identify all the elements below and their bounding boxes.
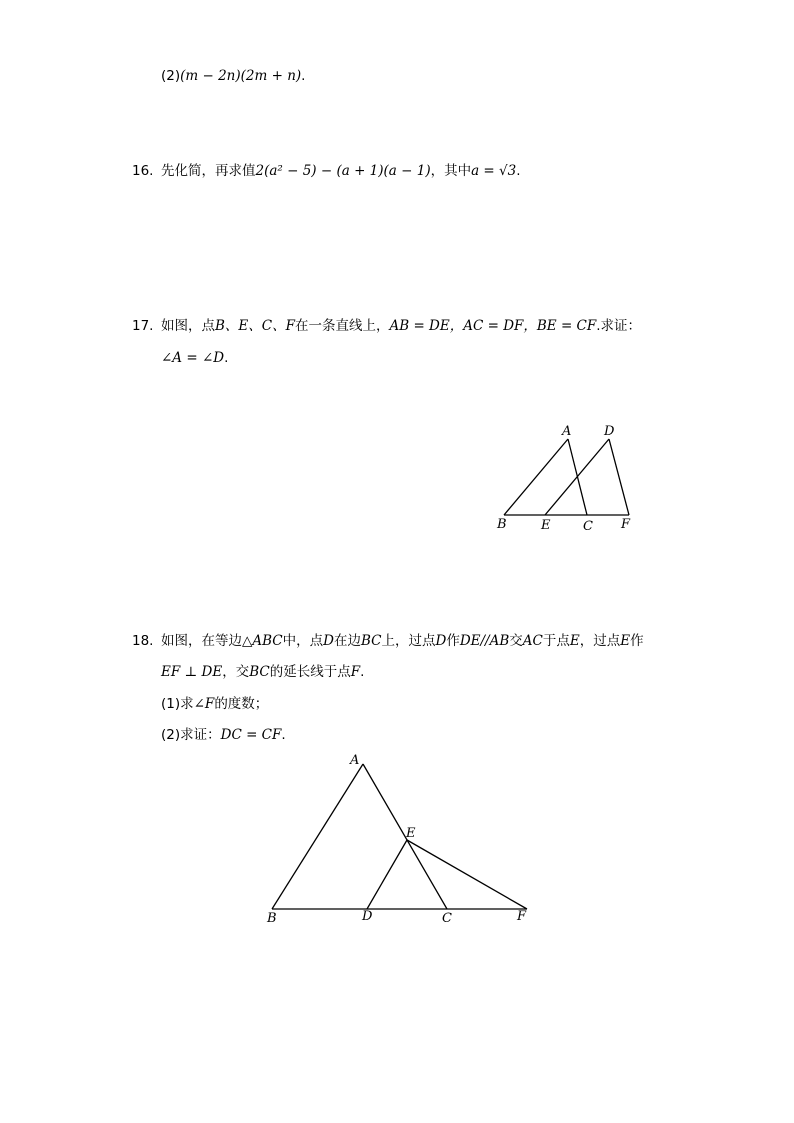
q16-text1: 先化简，再求值 — [161, 163, 256, 179]
q16-end: . — [516, 163, 521, 179]
q18-t1i: 作 — [630, 633, 644, 649]
q18-tri: △ABC — [242, 633, 283, 649]
q17-points: B、E、C、F — [215, 318, 295, 334]
q15-part2-expr: (m − 2n)(2m + n) — [180, 68, 302, 84]
q18-t2a: EF ⊥ DE — [161, 664, 223, 680]
q17-label-e: E — [541, 518, 551, 533]
q18-sub2 — [161, 727, 286, 743]
q17-line-df — [609, 439, 629, 515]
q18-t1h: ，过点 — [579, 633, 621, 649]
q18-sub1-text: 的度数； — [214, 696, 269, 712]
q17-line-ac — [568, 439, 587, 515]
q15-part2 — [161, 68, 305, 84]
q18-bc2: BC — [249, 664, 270, 680]
q18-number: 18. — [132, 633, 154, 649]
q18-sub1-prefix: (1)求 — [161, 696, 194, 712]
q18-t1d: 上，过点 — [381, 633, 436, 649]
q15-part2-prefix: (2) — [161, 68, 181, 84]
q18-ac: AC — [522, 633, 543, 649]
q18-sub1 — [161, 696, 268, 712]
q17-line2 — [161, 350, 228, 366]
q18-pd2: D — [435, 633, 447, 649]
q17-end: . — [224, 350, 229, 366]
q18-pe2: E — [620, 633, 631, 649]
q18-pe: E — [569, 633, 580, 649]
q18-line2 — [161, 664, 364, 680]
q18-label-e: E — [406, 826, 416, 841]
q18-t1c: 在边 — [333, 633, 361, 649]
q18-sub2-claim: DC = CF — [220, 727, 282, 743]
q18-sub2-end: . — [281, 727, 286, 743]
q18-t2d: . — [360, 664, 365, 680]
q18-par: DE//AB — [459, 633, 510, 649]
q18-t1b: 中，点 — [282, 633, 324, 649]
q17-label-b: B — [497, 517, 507, 532]
q17-label-f: F — [621, 517, 631, 532]
q18-line1 — [161, 633, 644, 649]
q18-t1a: 如图，在等边 — [161, 633, 242, 649]
q18-line-ac — [363, 764, 447, 909]
q18-label-a: A — [350, 753, 360, 768]
q18-t2b: ，交 — [222, 664, 250, 680]
q18-sub2-prefix: (2)求证： — [161, 727, 221, 743]
q16-text — [161, 163, 521, 179]
q17-number: 17. — [132, 318, 154, 334]
q18-line-de — [367, 840, 407, 909]
q16-number: 16. — [132, 163, 154, 179]
q18-seg: BC — [360, 633, 382, 649]
q17-cond: AB = DE，AC = DF，BE = CF — [389, 318, 597, 334]
q17-line-de — [545, 439, 609, 515]
q17-text2: 在一条直线上， — [294, 318, 390, 334]
q17-text1: 如图，点 — [161, 318, 215, 334]
q17-label-a: A — [562, 424, 572, 439]
q17-claim: ∠A = ∠D — [161, 350, 225, 366]
q18-t1e: 作 — [446, 633, 460, 649]
q15-part2-end: . — [301, 68, 306, 84]
q17-line-ab — [504, 439, 568, 515]
q18-label-f: F — [517, 909, 527, 924]
q18-label-d: D — [362, 909, 373, 924]
q17-line1 — [161, 318, 641, 334]
q18-sub1-angle: ∠F — [193, 696, 215, 712]
q16-text2: ，其中 — [430, 163, 472, 179]
q18-line-ef — [407, 840, 527, 909]
q16-expr: 2(a² − 5) − (a + 1)(a − 1) — [255, 163, 431, 179]
q18-line-ab — [272, 764, 363, 909]
q17-text3: .求证： — [596, 318, 642, 334]
q18-t1f: 交 — [509, 633, 523, 649]
q18-t1g: 于点 — [542, 633, 570, 649]
q18-label-b: B — [267, 911, 277, 926]
q18-label-c: C — [442, 911, 452, 926]
q17-label-c: C — [583, 519, 593, 534]
q18-t2c: 的延长线于点 — [269, 664, 351, 680]
q18-pd: D — [323, 633, 334, 649]
q16-cond: a = √3 — [471, 163, 517, 179]
q18-pf: F — [350, 664, 361, 680]
q17-label-d: D — [604, 424, 615, 439]
